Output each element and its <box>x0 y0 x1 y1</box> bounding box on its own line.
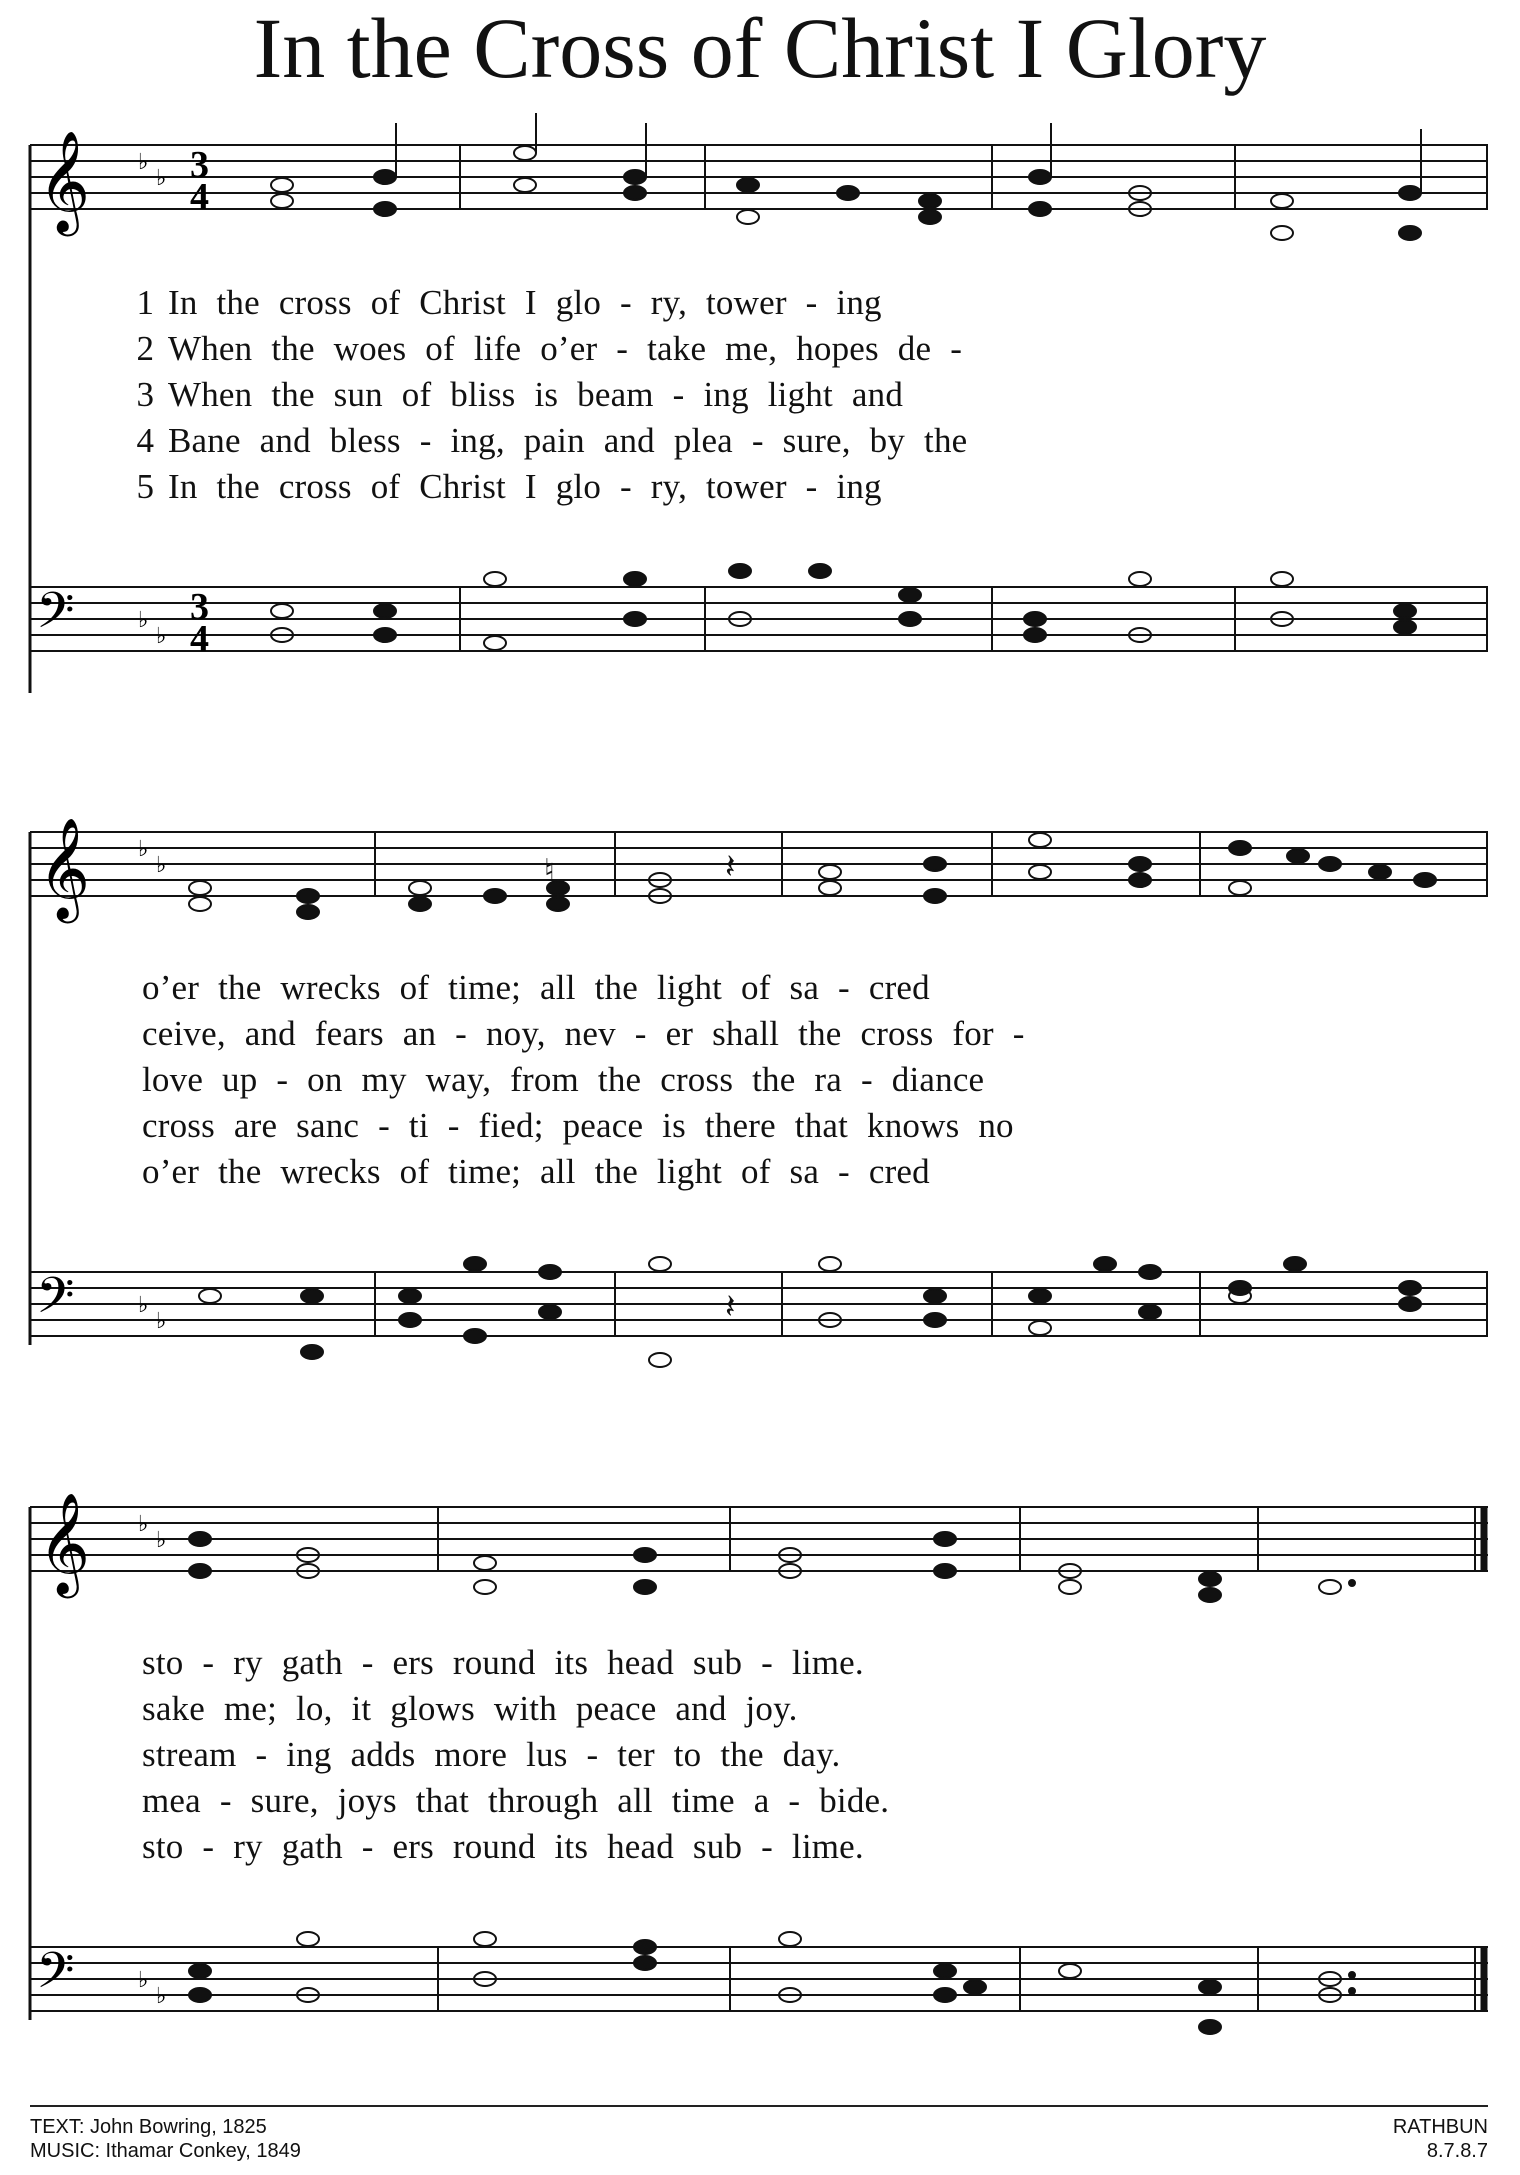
flat-icon: ♭ <box>156 1984 167 2009</box>
flat-icon: ♭ <box>138 1512 149 1537</box>
natural-icon: ♮ <box>544 854 555 887</box>
credits-footer <box>30 2105 1488 2162</box>
bass-clef-icon: 𝄢 <box>36 582 75 652</box>
rest-icon: 𝄽 <box>725 849 736 886</box>
verse-line: mea - sure, joys that through all time a - bide. <box>142 1781 890 1820</box>
bass-staff-3 <box>30 1935 1488 2025</box>
bass-staff-2 <box>30 1260 1488 1350</box>
verse-line: love up - on my way, from the cross the ra - diance <box>142 1060 985 1099</box>
treble-staff-1 <box>30 129 1488 232</box>
flat-icon: ♭ <box>156 1528 167 1553</box>
verse-line: 3 When the sun of bliss is beam - ing light and <box>136 375 904 414</box>
verse-line: 1 In the cross of Christ I glo - ry, tower - ing <box>136 283 882 322</box>
verse-line: stream - ing adds more lus - ter to the day. <box>142 1735 841 1774</box>
time-sig-bottom: 4 <box>190 618 209 660</box>
verse-line: 2 When the woes of life o’er - take me, hopes de - <box>136 329 963 368</box>
treble-staff-3 <box>30 1491 1488 1594</box>
tune-name: RATHBUN <box>1392 2116 1488 2138</box>
flat-icon: ♭ <box>138 1968 149 1993</box>
hymn-title: In the Cross of Christ I Glory <box>253 0 1267 96</box>
verse-line: ceive, and fears an - noy, nev - er shall the cross for - <box>142 1014 1025 1053</box>
verse-line: sto - ry gath - ers round its head sub - lime. <box>142 1643 864 1682</box>
time-sig-top: 3 <box>190 144 209 186</box>
treble-clef-icon: 𝄞 <box>38 1491 91 1594</box>
verse-line: 4 Bane and bless - ing, pain and plea - sure, by the <box>136 421 968 460</box>
flat-icon: ♭ <box>156 166 167 191</box>
verse-line: sto - ry gath - ers round its head sub - lime. <box>142 1827 864 1866</box>
verse-line: 5 In the cross of Christ I glo - ry, tower - ing <box>136 467 882 506</box>
flat-icon: ♭ <box>156 1309 167 1334</box>
treble-clef-icon: 𝄞 <box>38 129 91 232</box>
meter: 8.7.8.7 <box>1426 2140 1488 2162</box>
lyrics-system-3 <box>30 1640 1488 1870</box>
lyrics-system-1 <box>30 280 1488 510</box>
verse-line: o’er the wrecks of time; all the light of sa - cred <box>142 1152 930 1191</box>
treble-clef-icon: 𝄞 <box>38 816 91 919</box>
bass-clef-icon: 𝄢 <box>36 1267 75 1337</box>
music-credit: MUSIC: Ithamar Conkey, 1849 <box>30 2140 301 2162</box>
flat-icon: ♭ <box>138 608 149 633</box>
verse-line: cross are sanc - ti - fied; peace is there that knows no <box>142 1106 1014 1145</box>
lyrics-system-2 <box>30 965 1488 1195</box>
flat-icon: ♭ <box>156 624 167 649</box>
flat-icon: ♭ <box>138 150 149 175</box>
flat-icon: ♭ <box>138 1293 149 1318</box>
bass-clef-icon: 𝄢 <box>36 1942 75 2012</box>
flat-icon: ♭ <box>156 853 167 878</box>
flat-icon: ♭ <box>138 837 149 862</box>
verse-line: o’er the wrecks of time; all the light of sa - cred <box>142 968 930 1007</box>
time-sig-top: 3 <box>190 586 209 628</box>
bass-staff-1 <box>30 575 1488 665</box>
text-credit: TEXT: John Bowring, 1825 <box>30 2116 267 2138</box>
treble-staff-2 <box>30 816 1488 919</box>
time-sig-bottom: 4 <box>190 176 209 218</box>
verse-line: sake me; lo, it glows with peace and joy. <box>142 1689 798 1728</box>
rest-icon: 𝄽 <box>725 1289 736 1326</box>
